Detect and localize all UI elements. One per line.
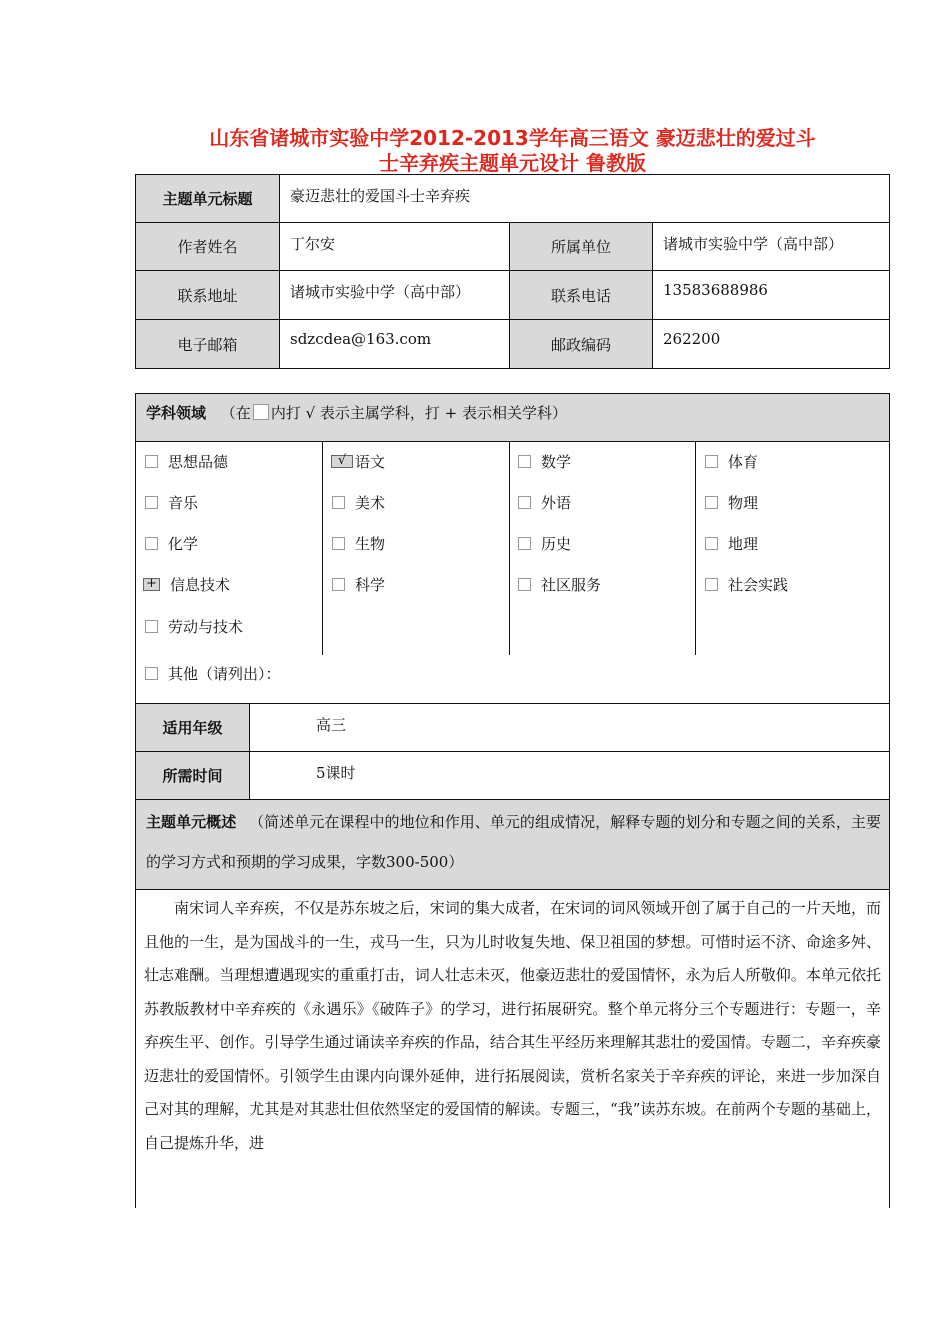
subject-item[interactable]: 生物 (332, 533, 385, 554)
checkbox-icon[interactable] (145, 537, 158, 550)
email-label: 电子邮箱 (136, 320, 280, 368)
checkbox-icon[interactable] (145, 496, 158, 509)
unit-label: 所属单位 (510, 223, 653, 270)
subject-item[interactable]: 社区服务 (518, 574, 601, 595)
checkbox-icon[interactable] (145, 455, 158, 468)
checkbox-icon[interactable] (518, 578, 531, 591)
subject-header-label: 学科领域 (146, 404, 207, 422)
subject-item[interactable]: 地理 (705, 533, 758, 554)
checkbox-icon[interactable] (332, 578, 345, 591)
subject-header (136, 394, 889, 442)
address-label: 联系地址 (136, 271, 280, 319)
overview-body (136, 890, 889, 1209)
checkbox-icon[interactable] (705, 578, 718, 591)
info-table (135, 174, 890, 369)
grade-label: 适用年级 (136, 704, 250, 751)
subject-table (135, 393, 890, 1208)
subject-header-hint-post: 内打 √ 表示主属学科，打 + 表示相关学科） (270, 404, 568, 422)
subject-item[interactable]: 思想品德 (145, 451, 228, 472)
phone-label: 联系电话 (510, 271, 653, 319)
phone-value: 13583688986 (663, 281, 768, 299)
title-line-1: 山东省诸城市实验中学2012-2013学年高三语文 豪迈悲壮的爱过斗 (209, 126, 816, 150)
time-value: 5课时 (316, 764, 356, 782)
postcode-label: 邮政编码 (510, 320, 653, 368)
theme-row (136, 175, 889, 223)
plus-checkbox-icon[interactable]: + (143, 578, 160, 591)
subject-grid (136, 442, 889, 704)
checkbox-icon[interactable] (518, 496, 531, 509)
checkbox-icon[interactable] (145, 620, 158, 633)
subject-item-primary[interactable]: √ 语文 (331, 451, 385, 472)
checkbox-icon[interactable] (705, 496, 718, 509)
overview-label: 主题单元概述 (146, 813, 237, 831)
checkbox-icon[interactable] (518, 455, 531, 468)
subject-item-other[interactable]: 其他（请列出）： (145, 663, 281, 684)
grade-value: 高三 (316, 716, 347, 734)
subject-item[interactable]: 历史 (518, 533, 571, 554)
legend-box-icon (253, 404, 269, 420)
check-checkbox-icon[interactable]: √ (331, 455, 353, 468)
subject-item[interactable]: 外语 (518, 492, 571, 513)
subject-item[interactable]: 劳动与技术 (145, 616, 243, 637)
overview-hint: （简述单元在课程中的地位和作用、单元的组成情况，解释专题的划分和专题之间的关系，主要的学习方式和预期的学习成果，字数300-500） (146, 813, 881, 871)
subject-item[interactable]: 化学 (145, 533, 198, 554)
email-row (136, 320, 889, 368)
theme-value: 豪迈悲壮的爱国斗士辛弃疾 (290, 187, 471, 205)
subject-item[interactable]: 社会实践 (705, 574, 788, 595)
theme-label: 主题单元标题 (136, 175, 280, 222)
checkbox-icon[interactable] (518, 537, 531, 550)
time-row (136, 752, 889, 800)
subject-header-hint-pre: （在 (220, 404, 251, 422)
address-row (136, 271, 889, 320)
address-value: 诸城市实验中学（高中部） (280, 271, 510, 319)
overview-text: 南宋词人辛弃疾，不仅是苏东坡之后，宋词的集大成者，在宋词的词风领域开创了属于自己的一片天地，而且他的一生，是为国战斗的一生，戎马一生，只为儿时收复失地、保卫祖国的梦想。可惜时运不济、命途多舛、壮志难酬。当理想遭遇现实的重重打击，词人壮志未灭，他豪迈悲壮的爱国情怀，永为后人所敬仰。本单元依托苏教版教材中辛弃疾的《永遇乐》《破阵子》的学习，进行拓展研究。整个单元将分三个专题进行：专题一，辛弃疾生平、创作。引导学生通过诵读辛弃疾的作品，结合其生平经历来理解其悲壮的爱国情。专题二，辛弃疾豪迈悲壮的爱国情怀。引领学生由课内向课外延伸，进行拓展阅读，赏析名家关于辛弃疾的评论，来进一步加深自己对其的理解，尤其是对其悲壮但依然坚定的爱国情的解读。专题三，“我”读苏东坡。在前两个专题的基础上，自己提炼升华，进 (144, 899, 881, 1152)
grade-row (136, 704, 889, 752)
subject-item-related[interactable]: + 信息技术 (143, 574, 230, 595)
unit-value: 诸城市实验中学（高中部） (663, 235, 844, 253)
document-title (135, 126, 890, 176)
checkbox-icon[interactable] (332, 537, 345, 550)
postcode-value: 262200 (663, 330, 721, 348)
checkbox-icon[interactable] (332, 496, 345, 509)
author-row (136, 223, 889, 271)
author-value: 丁尔安 (280, 223, 510, 270)
subject-item[interactable]: 科学 (332, 574, 385, 595)
overview-header (136, 800, 889, 890)
checkbox-icon[interactable] (705, 537, 718, 550)
subject-item[interactable]: 物理 (705, 492, 758, 513)
author-label: 作者姓名 (136, 223, 280, 270)
time-label: 所需时间 (136, 752, 250, 799)
subject-item[interactable]: 音乐 (145, 492, 198, 513)
subject-item[interactable]: 美术 (332, 492, 385, 513)
checkbox-icon[interactable] (705, 455, 718, 468)
title-line-2: 士辛弃疾主题单元设计 鲁教版 (379, 151, 646, 175)
subject-item[interactable]: 数学 (518, 451, 571, 472)
email-value: sdzcdea@163.com (280, 320, 510, 368)
subject-item[interactable]: 体育 (705, 451, 758, 472)
checkbox-icon[interactable] (145, 667, 158, 680)
